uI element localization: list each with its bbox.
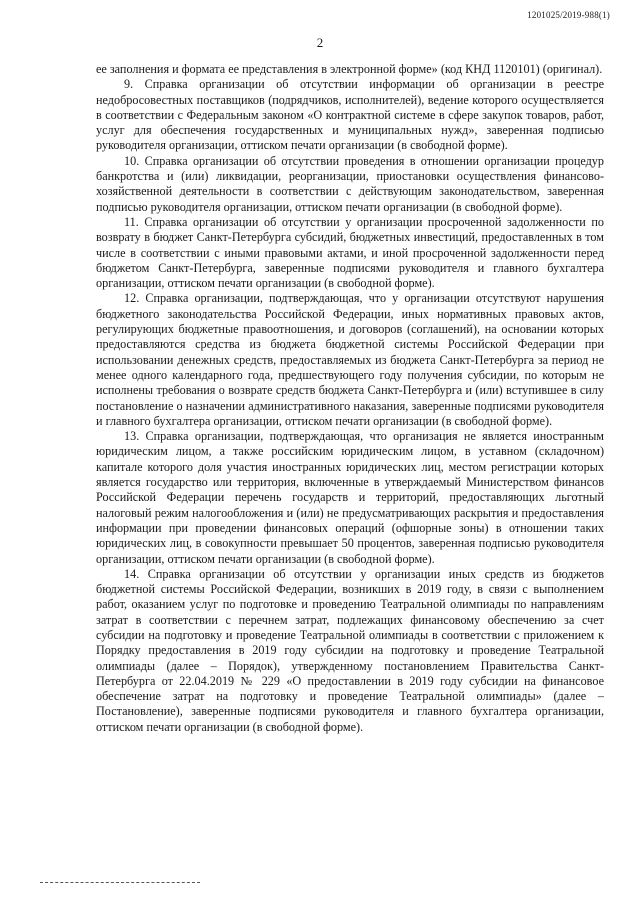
footer-divider xyxy=(40,882,200,883)
page-number: 2 xyxy=(316,35,324,50)
paragraph-item-14: 14. Справка организации об отсутствии у организации иных средств из бюджетов бюджетной системы Российской Федерации, возникших в 2019 году, в связи с выполнением работ, оказанием услуг по подготовке и проведению Театральной олимпиады по направлениям затрат в соответствии с перечнем затрат, подлежащих финансовому обеспечению за счет субсидии на подготовку и проведение Театральной олимпиады в соответствии с приложением к Порядку предоставления в 2019 году субсидии на подготовку и проведение Театральной олимпиады (далее – Порядок), утвержденному постановлением Правительства Санкт-Петербурга от 22.04.2019 № 229 «О предоставлении в 2019 году субсидии на финансовое обеспечение затрат на подготовку и проведение Театральной олимпиады» (далее – Постановление), заверенные подписями руководителя и главного бухгалтера организации, оттиском печати организации (в свободной форме). xyxy=(96,566,604,734)
paragraph-item-11: 11. Справка организации об отсутствии у организации просроченной задолженности по возврату в бюджет Санкт-Петербурга субсидий, бюджетных инвестиций, предоставленных в том числе в соответствии с иными правовыми актами, и иной просроченной задолженности перед бюджетом Санкт-Петербурга, заверенные подписями руководителя и главного бухгалтера организации, оттиском печати организации (в свободной форме). xyxy=(96,214,604,291)
document-body xyxy=(96,62,604,735)
paragraph-item-9: 9. Справка организации об отсутствии информации об организации в реестре недобросовестных поставщиков (подрядчиков, исполнителей), ведение которого осуществляется в соответствии с Федеральным законом «О контрактной системе в сфере закупок товаров, работ, услуг для обеспечения государственных и муниципальных нужд», заверенная подписью руководителя организации, оттиском печати организации (в свободной форме). xyxy=(96,77,604,153)
paragraph-item-13: 13. Справка организации, подтверждающая, что организация не является иностранным юридическим лицом, а также российским юридическим лицом, в уставном (складочном) капитале которого доля участия иностранных юридических лиц, местом регистрации которых является государство или территория, включенные в утверждаемый Министерством финансов Российской Федерации перечень государств и территорий, предоставляющих льготный налоговый режим налогообложения и (или) не предусматривающих раскрытия и предоставления информации при проведении финансовых операций (офшорные зоны) в отношении таких юридических лиц, в совокупности превышает 50 процентов, заверенная подписью руководителя организации, оттиском печати организации (в свободной форме). xyxy=(96,429,604,566)
paragraph-item-12: 12. Справка организации, подтверждающая, что у организации отсутствуют нарушения бюджетного законодательства Российской Федерации, иных нормативных правовых актов, регулирующих бюджетные правоотношения, и договоров (соглашений), на основании которых предоставляются средства из бюджета бюджетной системы Российской Федерации при использовании денежных средств, предоставляемых из бюджета Санкт-Петербурга за период не менее одного календарного года, предшествующего году получения субсидии, по которым не исполнены требования о возврате средств бюджета Санкт-Петербурга и (или) вступившее в силу постановление о назначении административного наказания, заверенные подписями руководителя и главного бухгалтера организации, оттиском печати организации (в свободной форме). xyxy=(96,291,604,428)
paragraph-continuation: ее заполнения и формата ее представления в электронной форме» (код КНД 1120101) (оригинал). xyxy=(96,62,603,76)
document-code: 1201025/2019-988(1) xyxy=(527,10,610,20)
paragraph-item-10: 10. Справка организации об отсутствии проведения в отношении организации процедур банкротства и (или) ликвидации, реорганизации, приостановки осуществления финансово-хозяйственной деятельности в соответствии с действующим законодательством, заверенная подписью руководителя организации, оттиском печати организации (в свободной форме). xyxy=(96,153,604,214)
